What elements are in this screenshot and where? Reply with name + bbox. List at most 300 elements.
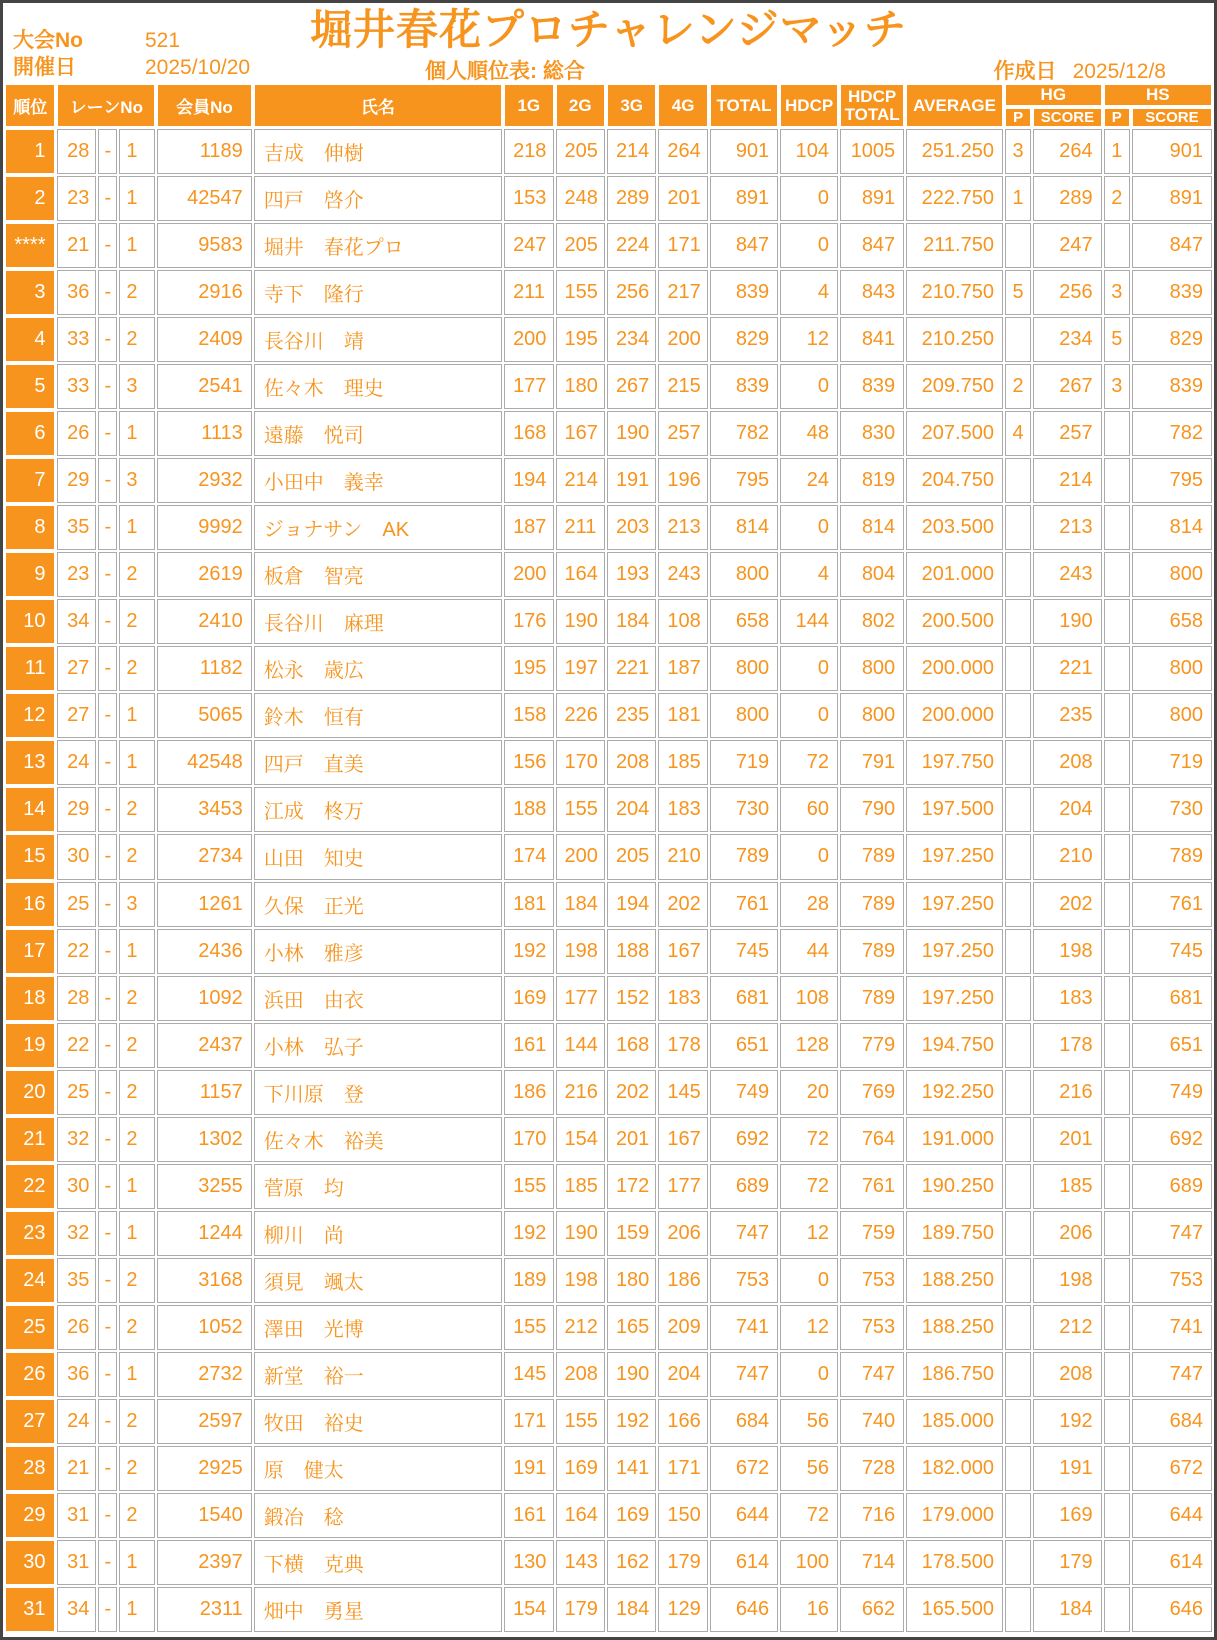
lane-box-cell: 1 bbox=[119, 505, 155, 550]
rank-cell: 10 bbox=[5, 599, 55, 644]
game3-score-cell: 191 bbox=[607, 458, 656, 503]
header-hg: HG bbox=[1005, 84, 1102, 106]
hg-score-cell: 257 bbox=[1033, 411, 1101, 456]
hdcp-cell: 144 bbox=[780, 599, 838, 644]
hdcp-total-cell: 891 bbox=[840, 176, 904, 221]
member-no-cell: 2436 bbox=[157, 929, 252, 974]
hg-place-cell bbox=[1005, 787, 1031, 832]
lane-box-cell: 2 bbox=[119, 1258, 155, 1303]
lane-box-cell: 2 bbox=[119, 834, 155, 879]
total-cell: 672 bbox=[710, 1446, 778, 1491]
hg-place-cell bbox=[1005, 1023, 1031, 1068]
lane-number-cell: 34 bbox=[57, 1587, 96, 1632]
rank-cell: 3 bbox=[5, 270, 55, 315]
lane-separator-cell: - bbox=[98, 646, 117, 691]
lane-separator-cell: - bbox=[98, 458, 117, 503]
average-cell: 185.000 bbox=[906, 1399, 1003, 1444]
hs-place-cell bbox=[1104, 1070, 1130, 1115]
average-cell: 200.000 bbox=[906, 693, 1003, 738]
hdcp-total-cell: 804 bbox=[840, 552, 904, 597]
game4-score-cell: 145 bbox=[658, 1070, 707, 1115]
hdcp-cell: 0 bbox=[780, 646, 838, 691]
game1-score-cell: 186 bbox=[504, 1070, 553, 1115]
game2-score-cell: 179 bbox=[556, 1587, 605, 1632]
hdcp-total-cell: 761 bbox=[840, 1164, 904, 1209]
average-cell: 204.750 bbox=[906, 458, 1003, 503]
hg-score-cell: 201 bbox=[1033, 1117, 1101, 1162]
game3-score-cell: 208 bbox=[607, 740, 656, 785]
game2-score-cell: 180 bbox=[556, 364, 605, 409]
game2-score-cell: 164 bbox=[556, 552, 605, 597]
lane-number-cell: 26 bbox=[57, 411, 96, 456]
game2-score-cell: 195 bbox=[556, 317, 605, 362]
player-name-cell: 長谷川 麻理 bbox=[254, 599, 502, 644]
hg-place-cell: 2 bbox=[1005, 364, 1031, 409]
member-no-cell: 1540 bbox=[157, 1493, 252, 1538]
player-name-cell: 寺下 隆行 bbox=[254, 270, 502, 315]
game3-score-cell: 162 bbox=[607, 1540, 656, 1585]
hdcp-total-cell: 789 bbox=[840, 976, 904, 1021]
hg-place-cell bbox=[1005, 599, 1031, 644]
game1-score-cell: 218 bbox=[504, 129, 553, 174]
average-cell: 178.500 bbox=[906, 1540, 1003, 1585]
game1-score-cell: 191 bbox=[504, 1446, 553, 1491]
lane-separator-cell: - bbox=[98, 223, 117, 268]
hg-score-cell: 289 bbox=[1033, 176, 1101, 221]
player-name-cell: 畑中 勇星 bbox=[254, 1587, 502, 1632]
player-name-cell: 浜田 由衣 bbox=[254, 976, 502, 1021]
hs-score-cell: 719 bbox=[1132, 740, 1212, 785]
game1-score-cell: 188 bbox=[504, 787, 553, 832]
rank-cell: 14 bbox=[5, 787, 55, 832]
member-no-cell: 1261 bbox=[157, 882, 252, 927]
hdcp-cell: 72 bbox=[780, 740, 838, 785]
event-date-value: 2025/10/20 bbox=[145, 56, 251, 79]
rank-cell: 12 bbox=[5, 693, 55, 738]
average-cell: 197.250 bbox=[906, 834, 1003, 879]
member-no-cell: 2311 bbox=[157, 1587, 252, 1632]
table-row bbox=[5, 646, 1212, 691]
lane-separator-cell: - bbox=[98, 1587, 117, 1632]
game4-score-cell: 201 bbox=[658, 176, 707, 221]
game1-score-cell: 169 bbox=[504, 976, 553, 1021]
game4-score-cell: 200 bbox=[658, 317, 707, 362]
total-cell: 800 bbox=[710, 646, 778, 691]
game4-score-cell: 213 bbox=[658, 505, 707, 550]
table-row bbox=[5, 1117, 1212, 1162]
total-cell: 684 bbox=[710, 1399, 778, 1444]
hdcp-cell: 20 bbox=[780, 1070, 838, 1115]
player-name-cell: 澤田 光博 bbox=[254, 1305, 502, 1350]
hg-score-cell: 206 bbox=[1033, 1211, 1101, 1256]
game4-score-cell: 243 bbox=[658, 552, 707, 597]
game3-score-cell: 165 bbox=[607, 1305, 656, 1350]
total-cell: 681 bbox=[710, 976, 778, 1021]
table-row bbox=[5, 1023, 1212, 1068]
header-lane: レーンNo bbox=[57, 84, 155, 127]
hdcp-total-cell: 847 bbox=[840, 223, 904, 268]
game4-score-cell: 209 bbox=[658, 1305, 707, 1350]
average-cell: 251.250 bbox=[906, 129, 1003, 174]
hs-score-cell: 747 bbox=[1132, 1352, 1212, 1397]
game2-score-cell: 212 bbox=[556, 1305, 605, 1350]
lane-box-cell: 2 bbox=[119, 646, 155, 691]
hdcp-cell: 72 bbox=[780, 1117, 838, 1162]
hdcp-total-cell: 1005 bbox=[840, 129, 904, 174]
hs-score-cell: 681 bbox=[1132, 976, 1212, 1021]
lane-box-cell: 2 bbox=[119, 1023, 155, 1068]
game1-score-cell: 161 bbox=[504, 1023, 553, 1068]
header-hdcp: HDCP bbox=[780, 84, 838, 127]
hg-score-cell: 191 bbox=[1033, 1446, 1101, 1491]
rank-cell: 29 bbox=[5, 1493, 55, 1538]
hs-place-cell: 2 bbox=[1104, 176, 1130, 221]
table-row bbox=[5, 1258, 1212, 1303]
table-row bbox=[5, 223, 1212, 268]
game2-score-cell: 143 bbox=[556, 1540, 605, 1585]
game3-score-cell: 190 bbox=[607, 1352, 656, 1397]
member-no-cell: 1113 bbox=[157, 411, 252, 456]
hdcp-total-cell: 789 bbox=[840, 882, 904, 927]
hs-place-cell bbox=[1104, 1399, 1130, 1444]
game2-score-cell: 190 bbox=[556, 1211, 605, 1256]
hs-score-cell: 800 bbox=[1132, 552, 1212, 597]
player-name-cell: 板倉 智亮 bbox=[254, 552, 502, 597]
member-no-cell: 2409 bbox=[157, 317, 252, 362]
game4-score-cell: 183 bbox=[658, 976, 707, 1021]
game1-score-cell: 200 bbox=[504, 552, 553, 597]
player-name-cell: 長谷川 靖 bbox=[254, 317, 502, 362]
player-name-cell: 遠藤 悦司 bbox=[254, 411, 502, 456]
game3-score-cell: 235 bbox=[607, 693, 656, 738]
total-cell: 839 bbox=[710, 270, 778, 315]
game4-score-cell: 257 bbox=[658, 411, 707, 456]
hdcp-cell: 0 bbox=[780, 834, 838, 879]
game1-score-cell: 168 bbox=[504, 411, 553, 456]
hdcp-cell: 4 bbox=[780, 552, 838, 597]
ranking-table bbox=[3, 82, 1214, 1634]
member-no-cell: 2916 bbox=[157, 270, 252, 315]
total-cell: 795 bbox=[710, 458, 778, 503]
hdcp-total-cell: 779 bbox=[840, 1023, 904, 1068]
total-cell: 658 bbox=[710, 599, 778, 644]
hg-place-cell bbox=[1005, 552, 1031, 597]
total-cell: 730 bbox=[710, 787, 778, 832]
table-row bbox=[5, 1352, 1212, 1397]
member-no-cell: 2397 bbox=[157, 1540, 252, 1585]
lane-separator-cell: - bbox=[98, 176, 117, 221]
member-no-cell: 1092 bbox=[157, 976, 252, 1021]
total-cell: 646 bbox=[710, 1587, 778, 1632]
hdcp-total-cell: 740 bbox=[840, 1399, 904, 1444]
total-cell: 761 bbox=[710, 882, 778, 927]
hdcp-total-cell: 802 bbox=[840, 599, 904, 644]
game3-score-cell: 190 bbox=[607, 411, 656, 456]
lane-number-cell: 22 bbox=[57, 1023, 96, 1068]
hdcp-total-cell: 662 bbox=[840, 1587, 904, 1632]
player-name-cell: 下横 克典 bbox=[254, 1540, 502, 1585]
average-cell: 210.250 bbox=[906, 317, 1003, 362]
game4-score-cell: 264 bbox=[658, 129, 707, 174]
game2-score-cell: 164 bbox=[556, 1493, 605, 1538]
table-row bbox=[5, 740, 1212, 785]
game2-score-cell: 211 bbox=[556, 505, 605, 550]
game2-score-cell: 200 bbox=[556, 834, 605, 879]
hg-score-cell: 202 bbox=[1033, 882, 1101, 927]
lane-box-cell: 2 bbox=[119, 1493, 155, 1538]
member-no-cell: 2732 bbox=[157, 1352, 252, 1397]
hg-score-cell: 198 bbox=[1033, 929, 1101, 974]
hg-score-cell: 247 bbox=[1033, 223, 1101, 268]
hg-place-cell bbox=[1005, 646, 1031, 691]
lane-number-cell: 31 bbox=[57, 1493, 96, 1538]
table-row bbox=[5, 505, 1212, 550]
hs-place-cell: 1 bbox=[1104, 129, 1130, 174]
hdcp-cell: 0 bbox=[780, 1258, 838, 1303]
lane-number-cell: 30 bbox=[57, 1164, 96, 1209]
lane-box-cell: 2 bbox=[119, 552, 155, 597]
lane-number-cell: 24 bbox=[57, 1399, 96, 1444]
lane-box-cell: 1 bbox=[119, 129, 155, 174]
player-name-cell: 松永 歳広 bbox=[254, 646, 502, 691]
hs-score-cell: 730 bbox=[1132, 787, 1212, 832]
game4-score-cell: 215 bbox=[658, 364, 707, 409]
member-no-cell: 2734 bbox=[157, 834, 252, 879]
lane-box-cell: 2 bbox=[119, 1117, 155, 1162]
game3-score-cell: 267 bbox=[607, 364, 656, 409]
hs-score-cell: 749 bbox=[1132, 1070, 1212, 1115]
average-cell: 211.750 bbox=[906, 223, 1003, 268]
hdcp-total-cell: 728 bbox=[840, 1446, 904, 1491]
lane-separator-cell: - bbox=[98, 1493, 117, 1538]
game1-score-cell: 176 bbox=[504, 599, 553, 644]
lane-number-cell: 33 bbox=[57, 364, 96, 409]
hg-score-cell: 185 bbox=[1033, 1164, 1101, 1209]
rank-cell: 26 bbox=[5, 1352, 55, 1397]
hs-score-cell: 644 bbox=[1132, 1493, 1212, 1538]
hg-score-cell: 221 bbox=[1033, 646, 1101, 691]
player-name-cell: ジョナサン AK bbox=[254, 505, 502, 550]
hs-place-cell bbox=[1104, 1117, 1130, 1162]
hdcp-cell: 72 bbox=[780, 1493, 838, 1538]
game4-score-cell: 179 bbox=[658, 1540, 707, 1585]
average-cell: 197.250 bbox=[906, 976, 1003, 1021]
lane-separator-cell: - bbox=[98, 1117, 117, 1162]
rank-cell: **** bbox=[5, 223, 55, 268]
hs-place-cell bbox=[1104, 740, 1130, 785]
game4-score-cell: 150 bbox=[658, 1493, 707, 1538]
hg-place-cell bbox=[1005, 1211, 1031, 1256]
total-cell: 692 bbox=[710, 1117, 778, 1162]
game2-score-cell: 170 bbox=[556, 740, 605, 785]
game1-score-cell: 161 bbox=[504, 1493, 553, 1538]
lane-box-cell: 1 bbox=[119, 1540, 155, 1585]
rank-cell: 11 bbox=[5, 646, 55, 691]
hs-place-cell bbox=[1104, 1258, 1130, 1303]
game1-score-cell: 247 bbox=[504, 223, 553, 268]
lane-separator-cell: - bbox=[98, 505, 117, 550]
game2-score-cell: 214 bbox=[556, 458, 605, 503]
player-name-cell: 四戸 啓介 bbox=[254, 176, 502, 221]
hg-place-cell bbox=[1005, 317, 1031, 362]
lane-separator-cell: - bbox=[98, 834, 117, 879]
hs-score-cell: 800 bbox=[1132, 646, 1212, 691]
hg-score-cell: 234 bbox=[1033, 317, 1101, 362]
game2-score-cell: 155 bbox=[556, 787, 605, 832]
member-no-cell: 2597 bbox=[157, 1399, 252, 1444]
game4-score-cell: 202 bbox=[658, 882, 707, 927]
game2-score-cell: 205 bbox=[556, 223, 605, 268]
hg-place-cell bbox=[1005, 929, 1031, 974]
member-no-cell: 1302 bbox=[157, 1117, 252, 1162]
hg-place-cell bbox=[1005, 882, 1031, 927]
lane-box-cell: 1 bbox=[119, 223, 155, 268]
game4-score-cell: 204 bbox=[658, 1352, 707, 1397]
hs-score-cell: 672 bbox=[1132, 1446, 1212, 1491]
hdcp-cell: 0 bbox=[780, 223, 838, 268]
hs-score-cell: 747 bbox=[1132, 1211, 1212, 1256]
hs-score-cell: 761 bbox=[1132, 882, 1212, 927]
hdcp-total-cell: 759 bbox=[840, 1211, 904, 1256]
game4-score-cell: 206 bbox=[658, 1211, 707, 1256]
hdcp-cell: 56 bbox=[780, 1446, 838, 1491]
rank-cell: 17 bbox=[5, 929, 55, 974]
lane-number-cell: 22 bbox=[57, 929, 96, 974]
total-cell: 789 bbox=[710, 834, 778, 879]
game3-score-cell: 184 bbox=[607, 599, 656, 644]
lane-separator-cell: - bbox=[98, 976, 117, 1021]
header-g2: 2G bbox=[556, 84, 605, 127]
player-name-cell: 菅原 均 bbox=[254, 1164, 502, 1209]
hdcp-total-cell: 839 bbox=[840, 364, 904, 409]
game2-score-cell: 226 bbox=[556, 693, 605, 738]
table-row bbox=[5, 1399, 1212, 1444]
hg-score-cell: 243 bbox=[1033, 552, 1101, 597]
lane-separator-cell: - bbox=[98, 1540, 117, 1585]
header-average: AVERAGE bbox=[906, 84, 1003, 127]
average-cell: 200.000 bbox=[906, 646, 1003, 691]
rank-cell: 7 bbox=[5, 458, 55, 503]
hs-score-cell: 782 bbox=[1132, 411, 1212, 456]
header-hs-score: SCORE bbox=[1132, 108, 1212, 127]
table-header bbox=[5, 84, 1212, 127]
lane-box-cell: 2 bbox=[119, 1399, 155, 1444]
hg-place-cell bbox=[1005, 458, 1031, 503]
lane-number-cell: 21 bbox=[57, 223, 96, 268]
average-cell: 189.750 bbox=[906, 1211, 1003, 1256]
lane-separator-cell: - bbox=[98, 1352, 117, 1397]
average-cell: 209.750 bbox=[906, 364, 1003, 409]
average-cell: 192.250 bbox=[906, 1070, 1003, 1115]
hg-score-cell: 210 bbox=[1033, 834, 1101, 879]
game2-score-cell: 154 bbox=[556, 1117, 605, 1162]
game1-score-cell: 189 bbox=[504, 1258, 553, 1303]
total-cell: 651 bbox=[710, 1023, 778, 1068]
header-g4: 4G bbox=[658, 84, 707, 127]
member-no-cell: 1052 bbox=[157, 1305, 252, 1350]
lane-number-cell: 23 bbox=[57, 176, 96, 221]
game2-score-cell: 155 bbox=[556, 270, 605, 315]
player-name-cell: 江成 柊万 bbox=[254, 787, 502, 832]
lane-number-cell: 25 bbox=[57, 1070, 96, 1115]
hg-score-cell: 235 bbox=[1033, 693, 1101, 738]
rank-cell: 23 bbox=[5, 1211, 55, 1256]
hs-place-cell bbox=[1104, 411, 1130, 456]
game2-score-cell: 184 bbox=[556, 882, 605, 927]
game2-score-cell: 177 bbox=[556, 976, 605, 1021]
average-cell: 200.500 bbox=[906, 599, 1003, 644]
hg-place-cell: 5 bbox=[1005, 270, 1031, 315]
hdcp-total-cell: 716 bbox=[840, 1493, 904, 1538]
hs-score-cell: 891 bbox=[1132, 176, 1212, 221]
hdcp-cell: 12 bbox=[780, 1305, 838, 1350]
hs-place-cell bbox=[1104, 552, 1130, 597]
hg-score-cell: 256 bbox=[1033, 270, 1101, 315]
hs-score-cell: 614 bbox=[1132, 1540, 1212, 1585]
game1-score-cell: 171 bbox=[504, 1399, 553, 1444]
game3-score-cell: 221 bbox=[607, 646, 656, 691]
created-date-value: 2025/12/8 bbox=[1072, 60, 1166, 83]
hs-score-cell: 829 bbox=[1132, 317, 1212, 362]
average-cell: 186.750 bbox=[906, 1352, 1003, 1397]
rank-cell: 9 bbox=[5, 552, 55, 597]
hdcp-cell: 16 bbox=[780, 1587, 838, 1632]
table-row bbox=[5, 176, 1212, 221]
hg-place-cell bbox=[1005, 834, 1031, 879]
page-title: 堀井春花プロチャレンジマッチ bbox=[310, 6, 907, 53]
table-row bbox=[5, 1587, 1212, 1632]
average-cell: 210.750 bbox=[906, 270, 1003, 315]
hs-score-cell: 689 bbox=[1132, 1164, 1212, 1209]
rank-cell: 6 bbox=[5, 411, 55, 456]
hg-score-cell: 212 bbox=[1033, 1305, 1101, 1350]
hg-score-cell: 179 bbox=[1033, 1540, 1101, 1585]
lane-separator-cell: - bbox=[98, 740, 117, 785]
average-cell: 165.500 bbox=[906, 1587, 1003, 1632]
player-name-cell: 吉成 伸樹 bbox=[254, 129, 502, 174]
game3-score-cell: 256 bbox=[607, 270, 656, 315]
hdcp-total-cell: 747 bbox=[840, 1352, 904, 1397]
lane-number-cell: 32 bbox=[57, 1117, 96, 1162]
lane-separator-cell: - bbox=[98, 1305, 117, 1350]
lane-number-cell: 26 bbox=[57, 1305, 96, 1350]
hs-score-cell: 800 bbox=[1132, 693, 1212, 738]
total-cell: 644 bbox=[710, 1493, 778, 1538]
player-name-cell: 小林 雅彦 bbox=[254, 929, 502, 974]
hs-place-cell bbox=[1104, 1587, 1130, 1632]
game1-score-cell: 187 bbox=[504, 505, 553, 550]
table-row bbox=[5, 552, 1212, 597]
game4-score-cell: 185 bbox=[658, 740, 707, 785]
game3-score-cell: 214 bbox=[607, 129, 656, 174]
table-row bbox=[5, 787, 1212, 832]
game2-score-cell: 205 bbox=[556, 129, 605, 174]
lane-box-cell: 3 bbox=[119, 364, 155, 409]
average-cell: 191.000 bbox=[906, 1117, 1003, 1162]
hs-place-cell bbox=[1104, 976, 1130, 1021]
hs-place-cell: 5 bbox=[1104, 317, 1130, 362]
hdcp-cell: 0 bbox=[780, 693, 838, 738]
rank-cell: 30 bbox=[5, 1540, 55, 1585]
header-g3: 3G bbox=[607, 84, 656, 127]
game3-score-cell: 201 bbox=[607, 1117, 656, 1162]
lane-number-cell: 33 bbox=[57, 317, 96, 362]
hg-score-cell: 208 bbox=[1033, 740, 1101, 785]
lane-separator-cell: - bbox=[98, 129, 117, 174]
lane-number-cell: 24 bbox=[57, 740, 96, 785]
average-cell: 203.500 bbox=[906, 505, 1003, 550]
hg-place-cell bbox=[1005, 1587, 1031, 1632]
